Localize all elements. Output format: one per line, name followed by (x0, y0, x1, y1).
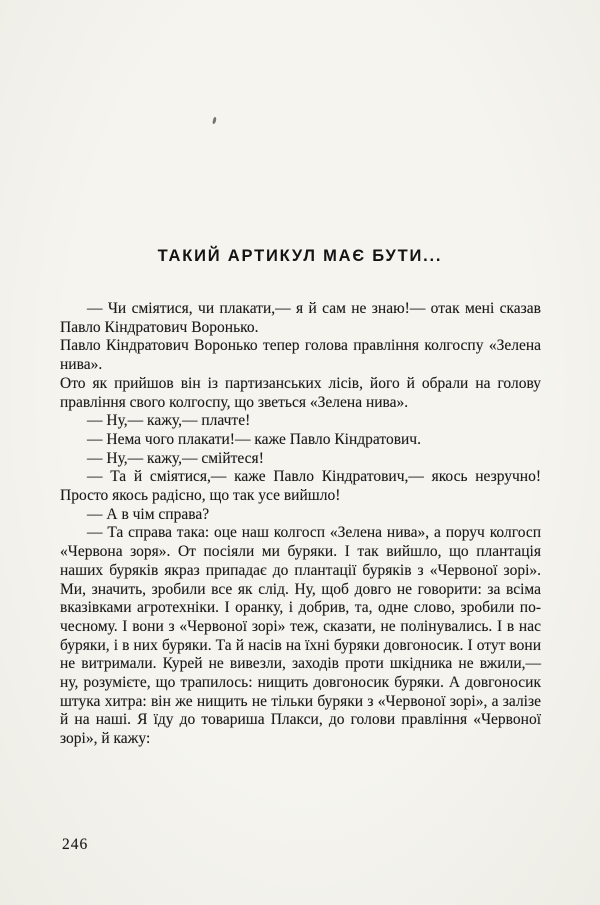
paragraph-8: — А в чім справа? (87, 505, 210, 523)
paragraph-3: Ото як прийшов він із партизанських лісів, його й обрали на голову правління свого колгоспу, що зветься «Зелена нива». (60, 374, 541, 411)
page-number: 246 (62, 836, 89, 853)
chapter-title: ТАКИЙ АРТИКУЛ МАЄ БУТИ... (157, 247, 443, 265)
paragraph-5: — Нема чого плакати!— каже Павло Кіндратович. (87, 430, 421, 448)
scan-speck-artifact (212, 117, 217, 125)
paragraph-7: — Та й сміятися,— каже Павло Кіндратович,— якось незручно! Просто якось радісно, що так усе вийшло! (60, 468, 541, 505)
paragraph-9: — Та справа така: оце наш колгосп «Зелена нива», а поруч колгосп «Червона зоря». От посіяли ми буряки. І так вийшло, що плантація наших буряків якраз припадає до плантації буряків з «Червоної зорі». Ми, значить, зробили все як слід. Ну, щоб довго не говорити: за всіма вказівками агротехніки. І оранку, і добрив, та, одне слово, зробили по-чесному. І вони з «Червоної зорі» теж, сказати, не полінувались. І в нас буряки, і в них буряки. Та й насів на їхні буряки довгоносик. І отут вони не витримали. Курей не вивезли, заходів проти шкідника не вжили,— ну, розумієте, що трапилось: нищить довгоносик буряки. А довгоносик штука хитра: він же нищить не тільки буряки з «Червоної зорі», а залізе й на наші. Я їду до товариша Плакси, до голови правління «Червоної зорі», й кажу: (60, 524, 541, 748)
paragraph-6: — Ну,— кажу,— смійтеся! (87, 449, 264, 467)
paragraph-4: — Ну,— кажу,— плачте! (87, 412, 251, 430)
paragraph-1: — Чи сміятися, чи плакати,— я й сам не знаю!— отак мені сказав Павло Кіндратович Воронько. (60, 300, 541, 336)
body-text (60, 300, 541, 749)
paragraph-2: Павло Кіндратович Воронько тепер голова правління колгоспу «Зелена нива». (60, 337, 541, 374)
